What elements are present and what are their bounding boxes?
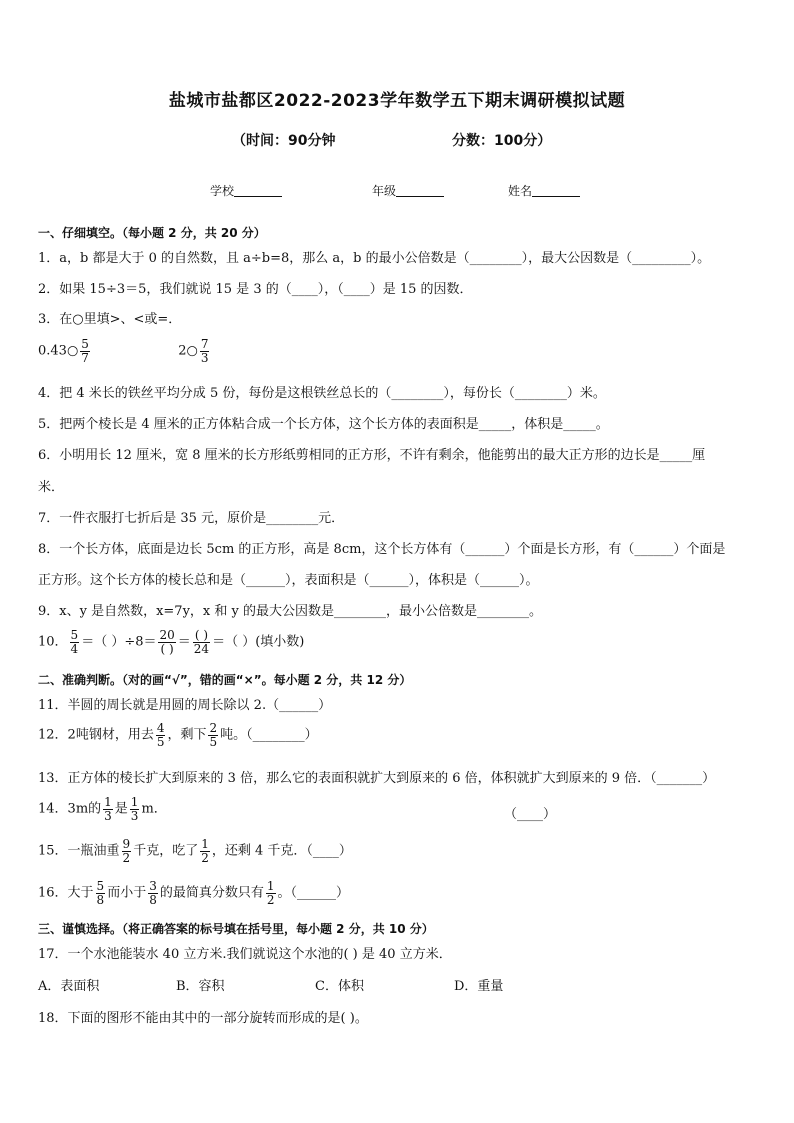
question-6-line1: 6．小明用长 12 厘米，宽 8 厘米的长方形纸剪相同的正方形，不许有剩余，他能剪出的最大正方形的边长是_____厘: [38, 448, 706, 463]
question-12: 12．2吨钢材，用去 $\frac{4}{5}$ ，剩下 $\frac{2}{5}$ 吨。（________）: [38, 721, 318, 749]
question-4: 4．把 4 米长的铁丝平均分成 5 份，每份是这根铁丝总长的（________），每份长（________）米。: [38, 386, 606, 401]
option-d: D．重量: [454, 979, 504, 994]
option-c: C．体积: [315, 979, 364, 994]
grade-blank: [396, 184, 444, 197]
q3b-prefix: 2○: [178, 343, 198, 359]
q15-fraction-2: $\frac{1}{2}$: [201, 837, 209, 865]
q3b-fraction: $\frac{7}{3}$: [200, 337, 209, 365]
q3a-fraction: $\frac{5}{7}$: [81, 337, 89, 365]
question-7: 7．一件衣服打七折后是 35 元，原价是________元．: [38, 511, 345, 526]
school-blank: [234, 184, 282, 197]
q3a-prefix: 0.43○: [38, 343, 79, 359]
page-title: 盐城市盐都区2022-2023学年数学五下期末调研模拟试题: [168, 91, 626, 111]
section3-heading: 三、谨慎选择。（将正确答案的标号填在括号里，每小题 2 分，共 10 分）: [38, 922, 434, 936]
q10-fraction-3: $\frac{( )}{24}$: [193, 628, 210, 656]
question-17: 17．一个水池能装水 40 立方米.我们就说这个水池的( ) 是 40 立方米．: [38, 947, 452, 962]
question-10: 10． $\frac{5}{4}$ ＝（ ）÷8＝ $\frac{20}{( )}$ ＝ $\frac{( )}{24}$ ＝（ ）(填小数): [38, 628, 305, 656]
q14-fraction-2: $\frac{1}{3}$: [130, 795, 139, 823]
name-label: 姓名: [508, 184, 533, 198]
question-18: 18．下面的图形不能由其中的一部分旋转而形成的是( )。: [38, 1011, 368, 1026]
question-8-line2: 正方形。这个长方体的棱长总和是（______），表面积是（______），体积是（______）。: [38, 573, 539, 588]
q16-fraction-3: $\frac{1}{2}$: [266, 879, 275, 907]
question-3-items: [38, 338, 211, 365]
q16-fraction-1: $\frac{5}{8}$: [96, 879, 105, 907]
option-a: A．表面积: [38, 979, 100, 994]
name-blank: [532, 184, 580, 197]
question-2: 2．如果 15÷3＝5，我们就说 15 是 3 的（____），（____）是 15 的因数．: [38, 282, 473, 297]
section1-heading: 一、仔细填空。（每小题 2 分，共 20 分）: [38, 226, 266, 240]
option-b: B．容积: [176, 979, 225, 994]
school-field: [210, 182, 282, 199]
name-field: [508, 182, 580, 199]
q12-fraction-2: $\frac{2}{5}$: [209, 721, 218, 749]
q15-fraction-1: $\frac{9}{2}$: [122, 837, 131, 865]
grade-label: 年级: [372, 184, 397, 198]
school-label: 学校: [210, 184, 235, 198]
question-3: 3．在○里填>、<或=．: [38, 312, 182, 327]
section2-heading: 二、准确判断。（对的画“√”，错的画“×”。每小题 2 分，共 12 分）: [38, 673, 412, 687]
score-label: 分数：100分）: [452, 133, 552, 149]
question-5: 5．把两个棱长是 4 厘米的正方体粘合成一个长方体，这个长方体的表面积是_____，体积是_____。: [38, 417, 609, 432]
question-16: 16．大于 $\frac{5}{8}$ 而小于 $\frac{3}{8}$ 的最简真分数只有 $\frac{1}{2}$ 。（______）: [38, 879, 350, 907]
question-1: 1．a，b 都是大于 0 的自然数，且 a÷b=8，那么 a，b 的最小公倍数是（________），最大公因数是（_________）。: [38, 251, 711, 266]
q16-fraction-2: $\frac{3}{8}$: [149, 879, 157, 907]
q10-fraction-1: $\frac{5}{4}$: [70, 628, 79, 656]
question-11: 11．半圆的周长就是用圆的周长除以 2.（______）: [38, 698, 332, 713]
question-6-line2: 米．: [38, 480, 65, 495]
question-9: 9．x、y 是自然数，x=7y，x 和 y 的最大公因数是________，最小公倍数是________。: [38, 604, 542, 619]
question-14-blank: （____）: [504, 807, 557, 822]
q12-fraction-1: $\frac{4}{5}$: [156, 721, 165, 749]
question-17-options: [38, 979, 503, 995]
question-15: 15．一瓶油重 $\frac{9}{2}$ 千克，吃了 $\frac{1}{2}$ ，还剩 4 千克．（____）: [38, 837, 352, 865]
time-label: （时间：90分钟: [232, 133, 336, 149]
grade-field: [372, 182, 444, 199]
q14-fraction-1: $\frac{1}{3}$: [104, 795, 112, 823]
q10-fraction-2: $\frac{20}{( )}$: [159, 628, 175, 656]
question-14: 14．3m的 $\frac{1}{3}$ 是 $\frac{1}{3}$ m．: [38, 795, 167, 823]
question-8-line1: 8．一个长方体，底面是边长 5cm 的正方形，高是 8cm，这个长方体有（______）个面是长方形，有（______）个面是: [38, 542, 726, 557]
question-13: 13．正方体的棱长扩大到原来的 3 倍，那么它的表面积就扩大到原来的 6 倍，体积就扩大到原来的 9 倍．（_______）: [38, 771, 716, 786]
